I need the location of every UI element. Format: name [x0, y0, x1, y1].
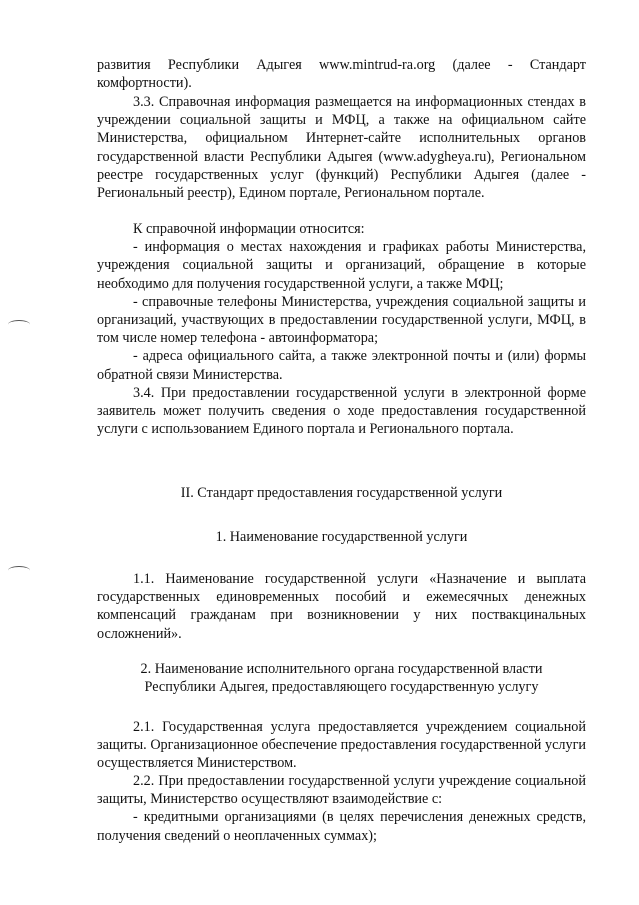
paragraph-1-1 [97, 570, 586, 643]
reference-info-list [97, 220, 586, 384]
subsection-2-title-line1: 2. Наименование исполнительного органа государственной власти [140, 661, 543, 677]
paragraph-3-4-text: 3.4. При предоставлении государственной услуги в электронной форме заявитель может получить сведения о ходе предоставления государственной услуги с использованием Единого портала и Регионального портала. [97, 385, 586, 438]
paragraph-3-3 [97, 93, 586, 202]
intro-text: развития Республики Адыгея www.mintrud-ra.org (далее - Стандарт комфортности). [97, 57, 586, 92]
section-ii-title: II. Стандарт предоставления государственной услуги [180, 485, 503, 501]
section-ii-heading [97, 484, 586, 502]
subsection-2-title-line2: Республики Адыгея, предоставляющего государственную услугу [144, 679, 539, 696]
subsection-2-heading [97, 660, 586, 696]
reference-intro: К справочной информации относится: [133, 221, 365, 237]
paragraph-2-2-text: 2.2. При предоставлении государственной услуги учреждение социальной защиты, Министерство осуществляют взаимодействие с: [97, 773, 586, 808]
reference-item-addresses: - адреса официального сайта, а также электронной почты и (или) формы обратной связи Министерства. [97, 348, 586, 383]
paragraph-3-4 [97, 384, 586, 439]
paragraph-2-1-text: 2.1. Государственная услуга предоставляется учреждением социальной защиты. Организационное обеспечение предоставления государственной услуги осуществляется Министерством. [97, 719, 586, 772]
subsection-1-title: 1. Наименование государственной услуги [215, 529, 468, 545]
subsection-1-heading [97, 528, 586, 546]
scan-artifact-mark [8, 566, 30, 575]
paragraph-2-1 [97, 718, 586, 773]
paragraph-2-2-item: - кредитными организациями (в целях перечисления денежных средств, получения сведений о неоплаченных суммах); [97, 809, 586, 844]
scan-artifact-mark [8, 320, 30, 329]
intro-paragraph [97, 56, 586, 92]
reference-item-phones: - справочные телефоны Министерства, учреждения социальной защиты и организаций, участвующих в предоставлении государственной услуги, МФЦ, в том числе номер телефона - автоинформатора; [97, 293, 586, 347]
paragraph-2-2 [97, 772, 586, 845]
reference-item-locations: - информация о местах нахождения и графиках работы Министерства, учреждения социальной защиты и организаций, обращение в которые необходимо для получения государственной услуги, а также МФЦ; [97, 239, 586, 292]
paragraph-1-1-text: 1.1. Наименование государственной услуги «Назначение и выплата государственных единовременных пособий и ежемесячных денежных компенсаций гражданам при возникновении у них поствакцинальных осложнений». [97, 571, 586, 642]
paragraph-3-3-text: 3.3. Справочная информация размещается на информационных стендах в учреждении социальной защиты и МФЦ, а также на официальном сайте Министерства, официальном Интернет-сайте исполнительных органов государственной власти Республики Адыгея (www.adygheya.ru), Региональном реестре государственных услуг (функций) Республики Адыгея (далее - Региональный реестр), Едином портале, Региональном портале. [97, 94, 586, 202]
